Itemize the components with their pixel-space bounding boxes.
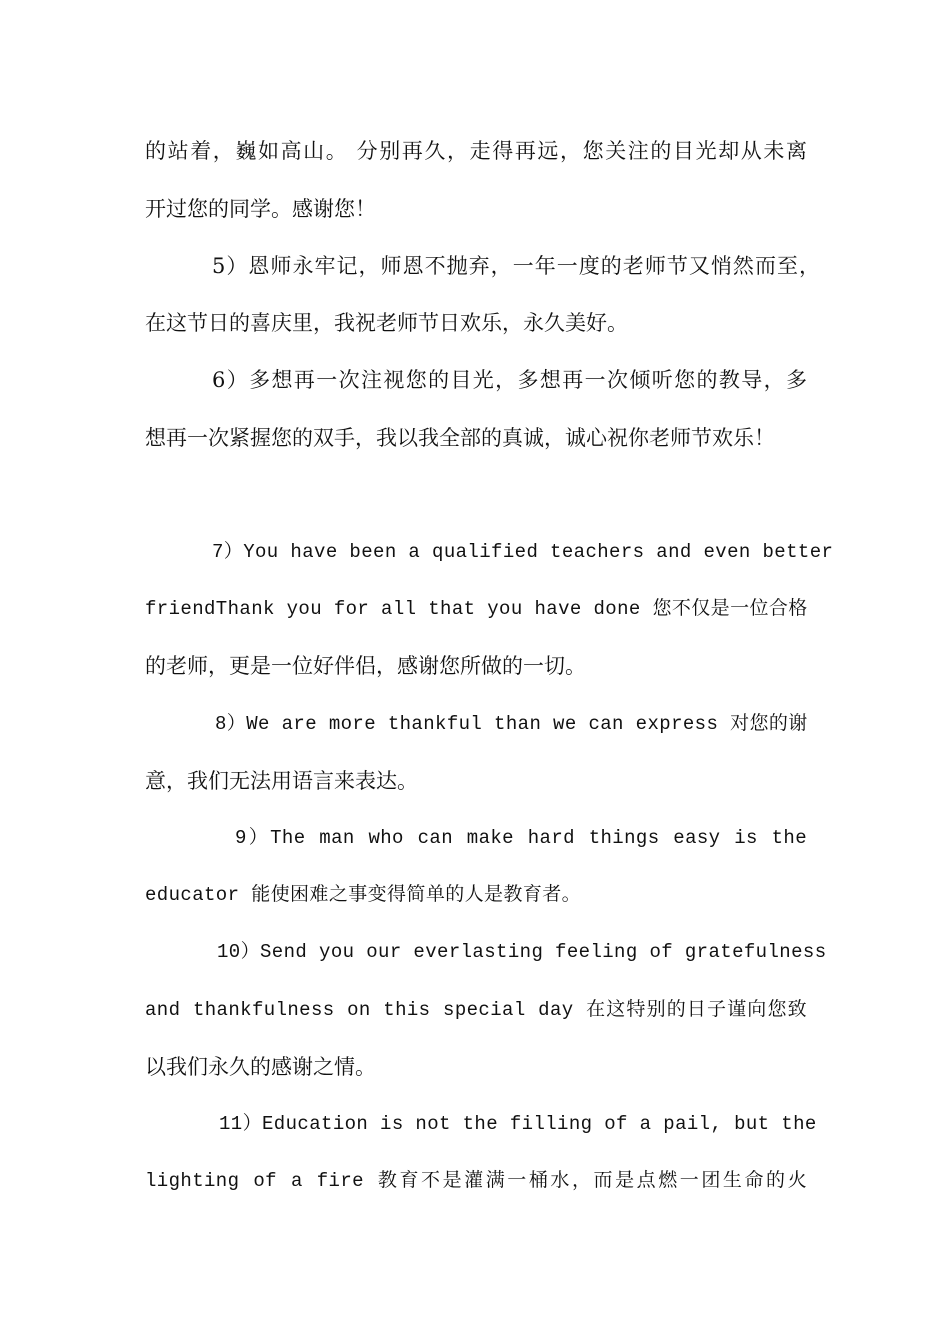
paragraph-line: 8）We are more thankful than we can express 对您的谢 — [215, 713, 808, 735]
paragraph-line: friendThank you for all that you have done 您不仅是一位合格 — [145, 598, 808, 620]
paragraph-line: 5）恩师永牢记，师恩不抛弃，一年一度的老师节又悄然而至， — [212, 254, 820, 278]
paragraph-line: 6）多想再一次注视您的目光，多想再一次倾听您的教导，多 — [212, 368, 807, 392]
paragraph-line: lighting of a fire 教育不是灌满一桶水，而是点燃一团生命的火 — [145, 1170, 807, 1192]
paragraph-line: 在这节日的喜庆里，我祝老师节日欢乐，永久美好。 — [145, 311, 628, 335]
paragraph-line: and thankfulness on this special day 在这特别的日子谨向您致 — [145, 999, 807, 1021]
paragraph-line: 的老师，更是一位好伴侣，感谢您所做的一切。 — [145, 654, 586, 678]
paragraph-line: 以我们永久的感谢之情。 — [145, 1055, 376, 1079]
paragraph-line: 的站着，巍如高山。 分别再久，走得再远，您关注的目光却从未离 — [145, 139, 807, 163]
paragraph-line: educator 能使困难之事变得简单的人是教育者。 — [145, 884, 582, 906]
paragraph-line: 7）You have been a qualified teachers and even better — [212, 541, 834, 563]
paragraph-line: 10）Send you our everlasting feeling of gratefulness — [217, 941, 827, 963]
paragraph-line: 想再一次紧握您的双手，我以我全部的真诚，诚心祝你老师节欢乐！ — [145, 426, 775, 450]
paragraph-line: 开过您的同学。感谢您！ — [145, 197, 376, 221]
paragraph-line: 11）Education is not the filling of a pail, but the — [219, 1113, 817, 1135]
paragraph-line: 意，我们无法用语言来表达。 — [145, 769, 418, 793]
paragraph-line: 9）The man who can make hard things easy is the — [235, 827, 807, 849]
